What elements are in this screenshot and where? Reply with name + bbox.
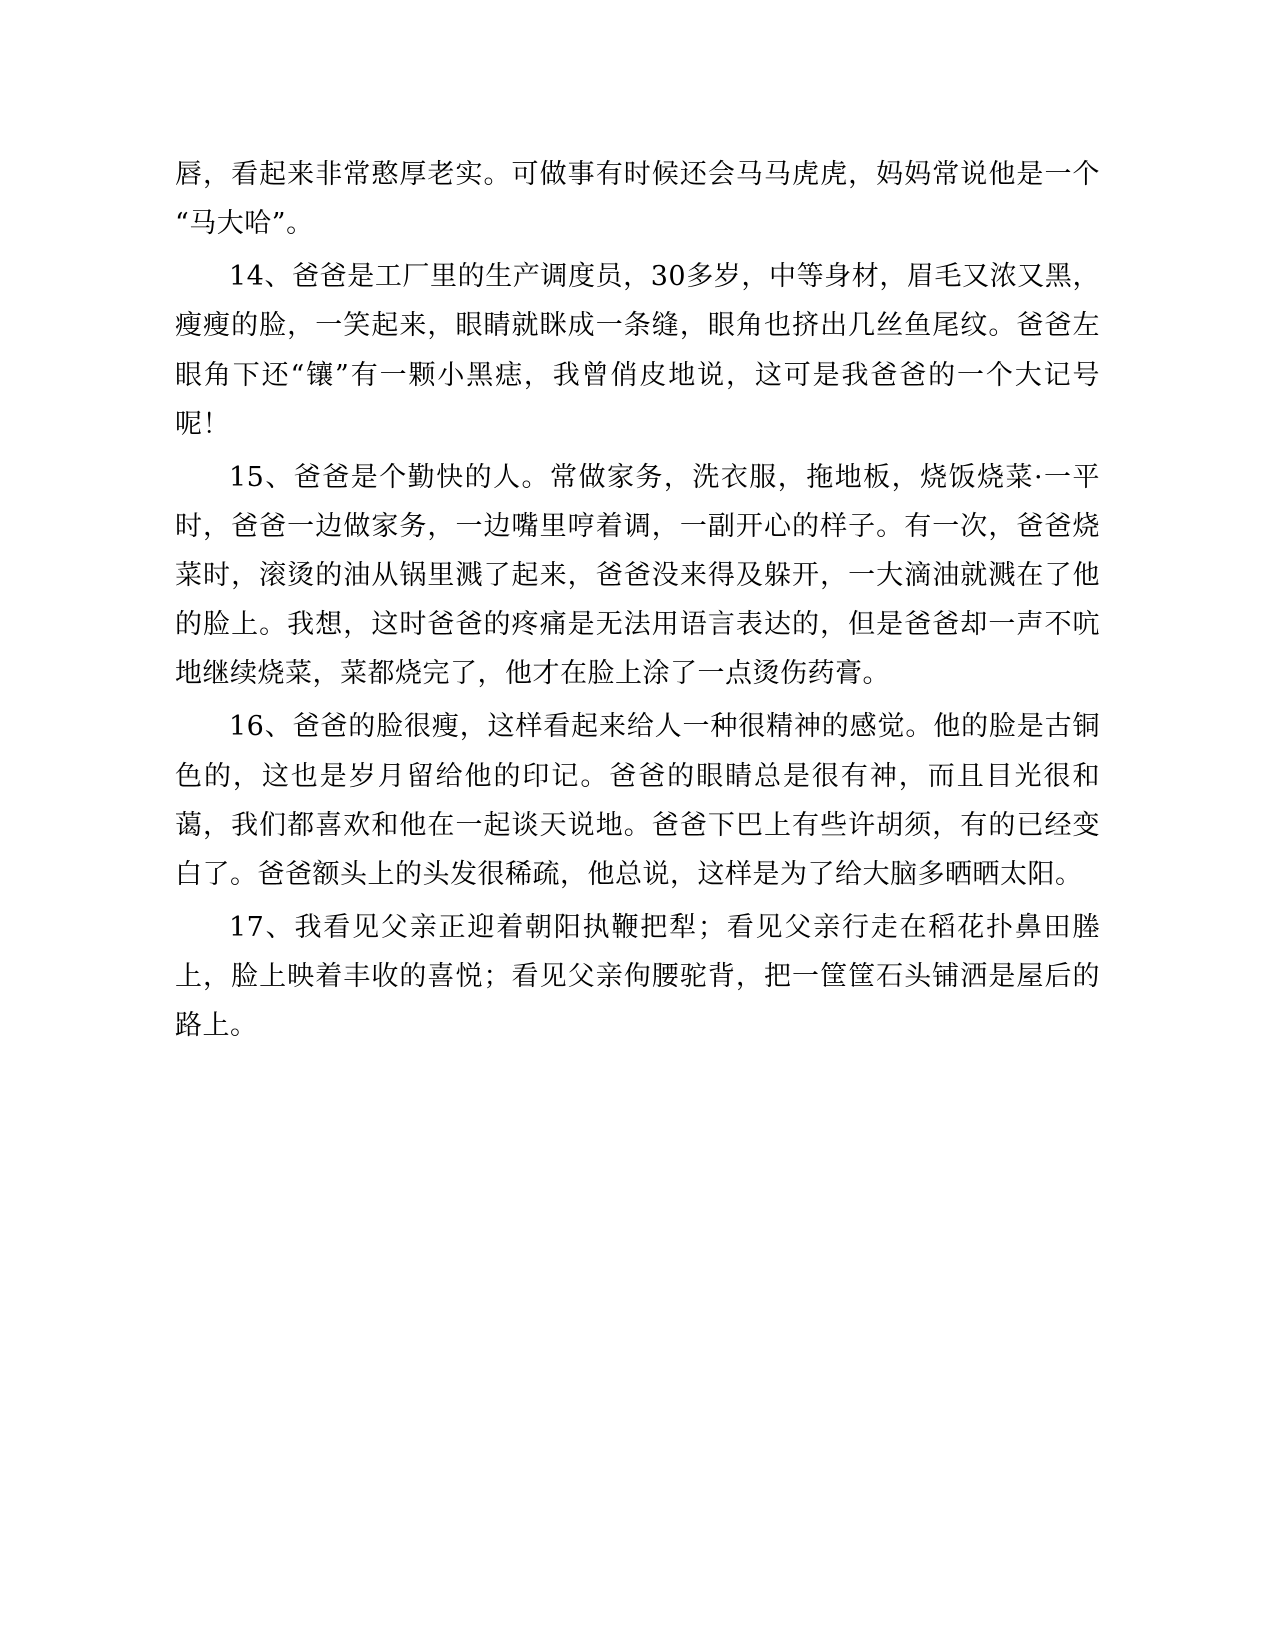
paragraph-17: 17、我看见父亲正迎着朝阳执鞭把犁；看见父亲行走在稻花扑鼻田塍上，脸上映着丰收的喜悦；看见父亲佝腰驼背，把一筐筐石头铺洒是屋后的路上。: [175, 911, 1100, 1042]
paragraph-continued: 唇，看起来非常憨厚老实。可做事有时候还会马马虎虎，妈妈常说他是一个“马大哈”。: [175, 159, 1100, 240]
paragraph-15: 15、爸爸是个勤快的人。常做家务，洗衣服，拖地板，烧饭烧菜·一平时，爸爸一边做家务，一边嘴里哼着调，一副开心的样子。有一次，爸爸烧菜时，滚烫的油从锅里溅了起来，爸爸没来得及躲开，一大滴油就溅在了他的脸上。我想，这时爸爸的疼痛是无法用语言表达的，但是爸爸却一声不吭地继续烧菜，菜都烧完了，他才在脸上涂了一点烫伤药膏。: [175, 461, 1100, 690]
paragraph-16: 16、爸爸的脸很瘦，这样看起来给人一种很精神的感觉。他的脸是古铜色的，这也是岁月留给他的印记。爸爸的眼睛总是很有神，而且目光很和蔼，我们都喜欢和他在一起谈天说地。爸爸下巴上有些许胡须，有的已经变白了。爸爸额头上的头发很稀疏，他总说，这样是为了给大脑多晒晒太阳。: [175, 711, 1100, 890]
document-body: [175, 150, 1100, 1050]
paragraph-14: 14、爸爸是工厂里的生产调度员，30多岁，中等身材，眉毛又浓又黑，瘦瘦的脸，一笑起来，眼睛就眯成一条缝，眼角也挤出几丝鱼尾纹。爸爸左眼角下还“镶”有一颗小黑痣，我曾俏皮地说，这可是我爸爸的一个大记号呢！: [175, 261, 1100, 440]
